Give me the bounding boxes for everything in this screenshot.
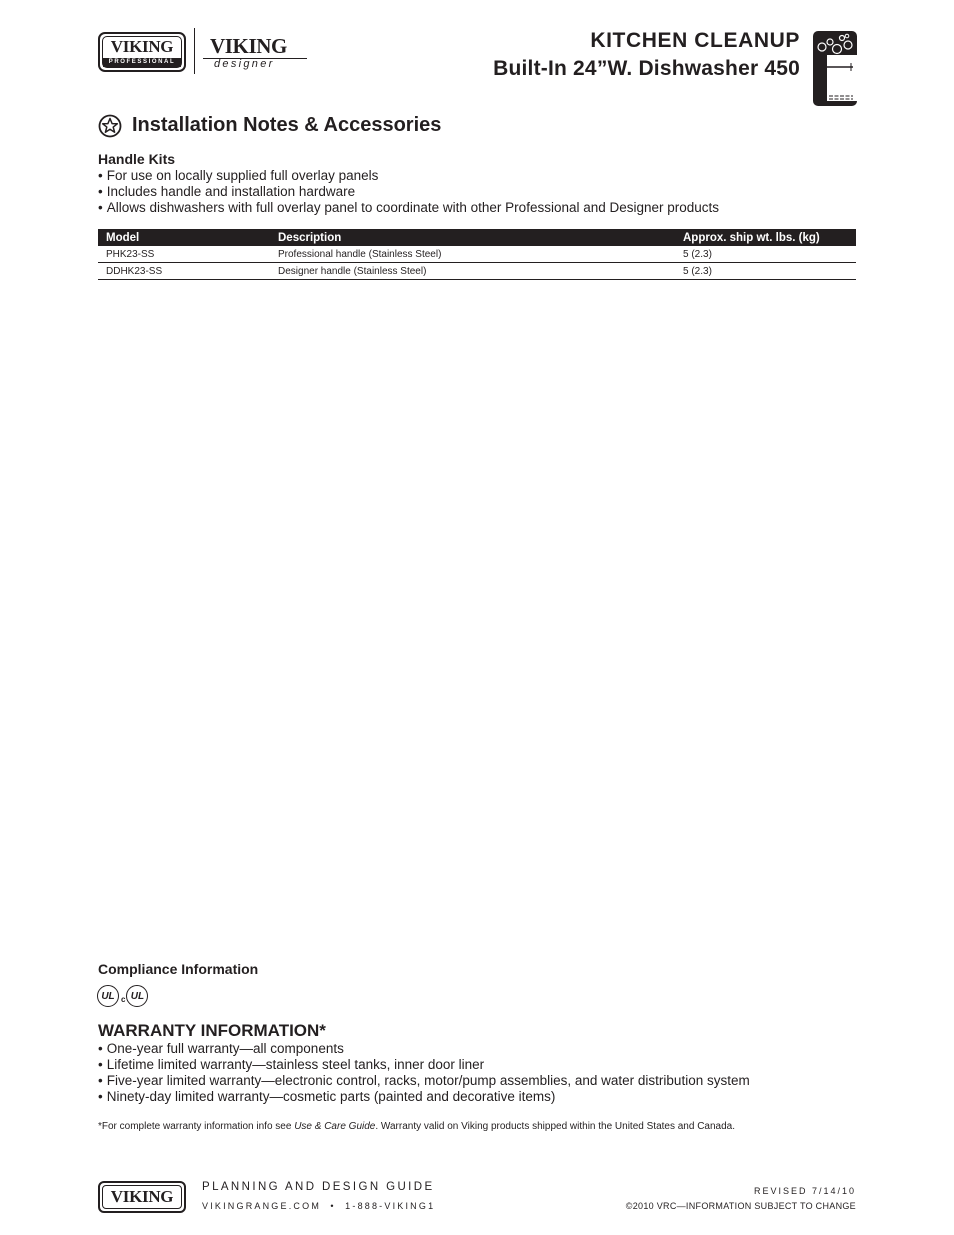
handle-kits-heading: Handle Kits: [98, 151, 176, 167]
warranty-list: [98, 1041, 750, 1105]
list-item: • Five-year limited warranty—electronic control, racks, motor/pump assemblies, and water distribution system: [98, 1073, 750, 1089]
cell-weight: 5 (2.3): [675, 246, 856, 263]
ul-mark: UL: [126, 985, 148, 1007]
list-item: • Lifetime limited warranty—stainless steel tanks, inner door liner: [98, 1057, 750, 1073]
ul-mark: UL: [97, 985, 119, 1007]
canada-mark: c: [121, 994, 126, 1004]
column-header-description: Description: [270, 229, 675, 246]
footer-revised-date: REVISED 7/14/10: [753, 1186, 856, 1196]
list-item: • Includes handle and installation hardware: [98, 184, 719, 200]
cell-description: Designer handle (Stainless Steel): [270, 263, 675, 280]
warranty-heading: WARRANTY INFORMATION*: [98, 1021, 326, 1040]
dishwasher-bubbles-icon: [813, 31, 857, 106]
viking-professional-logo: [98, 32, 186, 72]
table-row: [98, 246, 856, 263]
cell-weight: 5 (2.3): [675, 263, 856, 280]
footer-copyright: ©2010 VRC—INFORMATION SUBJECT TO CHANGE: [625, 1201, 856, 1211]
list-item: • Allows dishwashers with full overlay panel to coordinate with other Professional and Designer products: [98, 200, 719, 216]
column-header-model: Model: [98, 229, 270, 246]
list-item: • Ninety-day limited warranty—cosmetic parts (painted and decorative items): [98, 1089, 750, 1105]
warranty-footnote: [98, 1121, 735, 1132]
cell-model: PHK23-SS: [98, 246, 270, 263]
logo-band: PROFESSIONAL: [103, 58, 181, 67]
footer-guide-title: PLANNING AND DESIGN GUIDE: [202, 1181, 435, 1193]
logo-word: VIKING: [110, 37, 174, 56]
column-header-weight: Approx. ship wt. lbs. (kg): [675, 229, 856, 246]
page-category-title: KITCHEN CLEANUP: [590, 29, 800, 52]
table-header-row: [98, 229, 856, 246]
cell-model: DDHK23-SS: [98, 263, 270, 280]
footer-viking-logo: [98, 1181, 186, 1213]
list-item: • One-year full warranty—all components: [98, 1041, 750, 1057]
ul-listing-icon: [97, 983, 148, 1009]
product-title: Built-In 24”W. Dishwasher 450: [493, 57, 800, 80]
designer-logo-sub: designer: [214, 58, 275, 70]
star-icon: [98, 114, 122, 138]
footer-contact: VIKINGRANGE.COM • 1-888-VIKING1: [202, 1201, 436, 1211]
table-row: [98, 263, 856, 280]
handle-kit-table: [98, 229, 856, 280]
viking-designer-logo: VIKING: [210, 34, 287, 58]
logo-word: VIKING: [110, 1187, 174, 1206]
footnote-guide-title: Use & Care Guide: [294, 1121, 376, 1132]
footnote-text: *For complete warranty information info see: [98, 1121, 295, 1132]
list-item: • For use on locally supplied full overlay panels: [98, 168, 719, 184]
section-title: Installation Notes & Accessories: [132, 114, 442, 136]
cell-description: Professional handle (Stainless Steel): [270, 246, 675, 263]
logo-divider: [194, 28, 195, 74]
compliance-heading: Compliance Information: [98, 961, 259, 977]
footnote-text-end: . Warranty valid on Viking products shipped within the United States and Canada.: [375, 1121, 736, 1132]
handle-kits-list: [98, 168, 719, 216]
